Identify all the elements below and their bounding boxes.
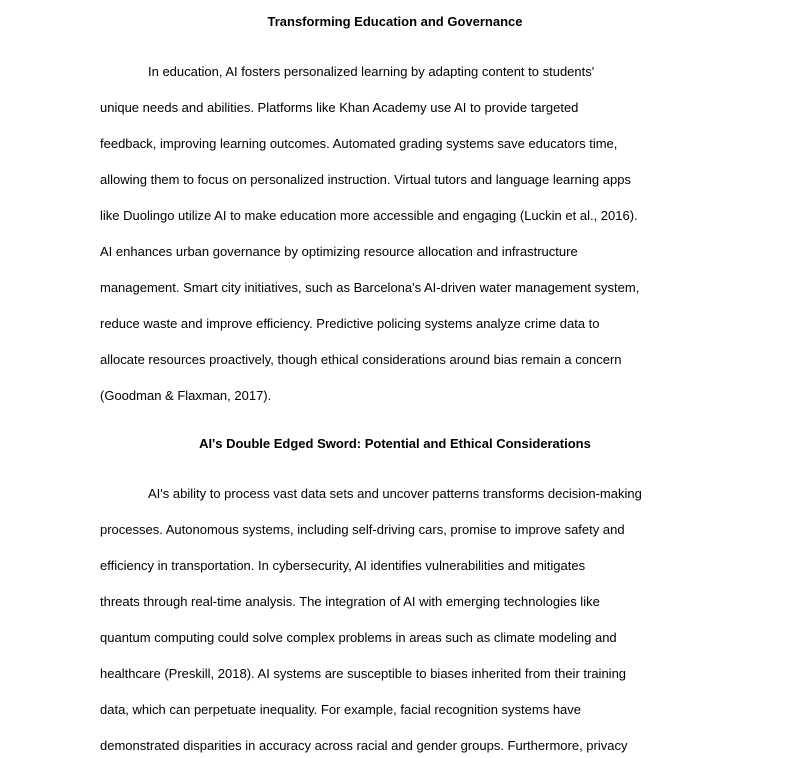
section-heading-double-edged-sword: AI's Double Edged Sword: Potential and Ethical Considerations xyxy=(199,436,591,451)
paragraph-line: processes. Autonomous systems, including self-driving cars, promise to improve safety and xyxy=(100,522,625,537)
paragraph-line: AI's ability to process vast data sets and uncover patterns transforms decision-making xyxy=(148,486,642,501)
paragraph-line: feedback, improving learning outcomes. Automated grading systems save educators time, xyxy=(100,136,618,151)
paragraph-line: allocate resources proactively, though ethical considerations around bias remain a concern xyxy=(100,352,622,367)
paragraph-line: management. Smart city initiatives, such as Barcelona's AI-driven water management system, xyxy=(100,280,640,295)
paragraph-line: quantum computing could solve complex problems in areas such as climate modeling and xyxy=(100,630,617,645)
paragraph-line: healthcare (Preskill, 2018). AI systems are susceptible to biases inherited from their training xyxy=(100,666,627,681)
section-heading-education-governance: Transforming Education and Governance xyxy=(267,14,523,29)
paragraph-line: allowing them to focus on personalized instruction. Virtual tutors and language learning apps xyxy=(100,172,631,187)
paragraph-line: demonstrated disparities in accuracy across racial and gender groups. Furthermore, privacy xyxy=(100,738,628,753)
paragraph-line: data, which can perpetuate inequality. For example, facial recognition systems have xyxy=(100,702,582,717)
paragraph-line: unique needs and abilities. Platforms like Khan Academy use AI to provide targeted xyxy=(100,100,579,115)
paragraph-line: (Goodman & Flaxman, 2017). xyxy=(100,388,272,403)
paragraph-line: threats through real-time analysis. The integration of AI with emerging technologies like xyxy=(100,594,600,609)
paragraph-line: reduce waste and improve efficiency. Predictive policing systems analyze crime data to xyxy=(100,316,600,331)
paragraph-line: AI enhances urban governance by optimizing resource allocation and infrastructure xyxy=(100,244,578,259)
paragraph-line: like Duolingo utilize AI to make education more accessible and engaging (Luckin et al., 2016). xyxy=(100,208,638,223)
paragraph-line: In education, AI fosters personalized learning by adapting content to students' xyxy=(148,64,595,79)
paragraph-line: efficiency in transportation. In cybersecurity, AI identifies vulnerabilities and mitigates xyxy=(100,558,586,573)
